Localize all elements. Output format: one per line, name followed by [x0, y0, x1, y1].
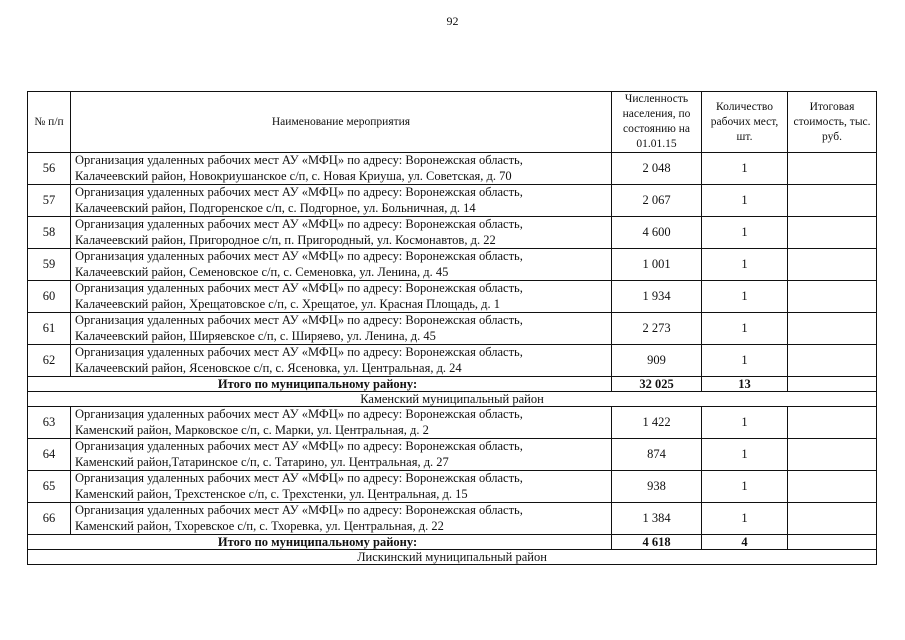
table-row: [28, 249, 877, 281]
row-name-line2: Калачеевский район, Пригородное с/п, п. Пригородный, ул. Космонавтов, д. 22: [75, 232, 496, 247]
row-name-line1: Организация удаленных рабочих мест АУ «МФЦ» по адресу: Воронежская область,: [75, 249, 523, 263]
row-name-line1: Организация удаленных рабочих мест АУ «МФЦ» по адресу: Воронежская область,: [75, 281, 523, 295]
row-name: [71, 407, 612, 439]
row-cost: [788, 345, 877, 377]
row-workplaces: 1: [702, 439, 788, 471]
header-cost: Итоговая стоимость, тыс. руб.: [788, 92, 877, 153]
row-name-line2: Калачеевский район, Подгоренское с/п, с. Подгорное, ул. Больничная, д. 14: [75, 200, 476, 215]
row-name-line1: Организация удаленных рабочих мест АУ «МФЦ» по адресу: Воронежская область,: [75, 217, 523, 231]
total-row: [28, 535, 877, 550]
table-row: [28, 503, 877, 535]
row-population: 2 048: [612, 153, 702, 185]
header-population: Численность населения, по состоянию на 01.01.15: [612, 92, 702, 153]
row-cost: [788, 281, 877, 313]
row-population: 938: [612, 471, 702, 503]
row-name: [71, 345, 612, 377]
header-name: Наименование мероприятия: [71, 92, 612, 153]
table-row: [28, 471, 877, 503]
page-number: 92: [446, 14, 459, 28]
row-name-line2: Каменский район, Марковское с/п, с. Марки, ул. Центральная, д. 2: [75, 422, 429, 437]
district-heading: Каменский муниципальный район: [28, 392, 877, 407]
total-population: 32 025: [612, 377, 702, 392]
district-heading: Лискинский муниципальный район: [28, 550, 877, 565]
total-cost: [788, 535, 877, 550]
row-name-line2: Калачеевский район, Новокриушанское с/п, с. Новая Криуша, ул. Советская, д. 70: [75, 168, 512, 183]
row-population: 1 001: [612, 249, 702, 281]
row-workplaces: 1: [702, 153, 788, 185]
table-row: [28, 439, 877, 471]
row-population: 2 067: [612, 185, 702, 217]
row-number: 60: [28, 281, 71, 313]
row-population: 1 384: [612, 503, 702, 535]
row-name-line2: Калачеевский район, Семеновское с/п, с. Семеновка, ул. Ленина, д. 45: [75, 264, 449, 279]
row-name-line1: Организация удаленных рабочих мест АУ «МФЦ» по адресу: Воронежская область,: [75, 345, 523, 359]
row-population: 909: [612, 345, 702, 377]
table-row: [28, 153, 877, 185]
row-number: 63: [28, 407, 71, 439]
row-name-line1: Организация удаленных рабочих мест АУ «МФЦ» по адресу: Воронежская область,: [75, 471, 523, 485]
row-name-line1: Организация удаленных рабочих мест АУ «МФЦ» по адресу: Воронежская область,: [75, 185, 523, 199]
row-number: 57: [28, 185, 71, 217]
row-number: 65: [28, 471, 71, 503]
row-name-line2: Калачеевский район, Ясеновское с/п, с. Ясеновка, ул. Центральная, д. 24: [75, 360, 462, 375]
row-cost: [788, 503, 877, 535]
total-population: 4 618: [612, 535, 702, 550]
row-name: [71, 217, 612, 249]
header-num: № п/п: [28, 92, 71, 153]
row-name: [71, 439, 612, 471]
row-workplaces: 1: [702, 407, 788, 439]
table-header-row: [28, 92, 877, 153]
table-row: [28, 185, 877, 217]
total-label: Итого по муниципальному району:: [28, 535, 612, 550]
row-name: [71, 503, 612, 535]
row-population: 1 934: [612, 281, 702, 313]
row-workplaces: 1: [702, 249, 788, 281]
table-row: [28, 407, 877, 439]
row-workplaces: 1: [702, 281, 788, 313]
row-cost: [788, 313, 877, 345]
measures-table: [27, 91, 877, 565]
row-name-line1: Организация удаленных рабочих мест АУ «МФЦ» по адресу: Воронежская область,: [75, 407, 523, 421]
row-name-line1: Организация удаленных рабочих мест АУ «МФЦ» по адресу: Воронежская область,: [75, 503, 523, 517]
total-workplaces: 13: [702, 377, 788, 392]
total-workplaces: 4: [702, 535, 788, 550]
row-workplaces: 1: [702, 471, 788, 503]
table-row: [28, 217, 877, 249]
row-name-line1: Организация удаленных рабочих мест АУ «МФЦ» по адресу: Воронежская область,: [75, 439, 523, 453]
row-name: [71, 471, 612, 503]
row-name-line2: Калачеевский район, Хрещатовское с/п, с. Хрещатое, ул. Красная Площадь, д. 1: [75, 296, 501, 311]
row-cost: [788, 217, 877, 249]
row-population: 2 273: [612, 313, 702, 345]
table-row: [28, 313, 877, 345]
row-cost: [788, 439, 877, 471]
row-cost: [788, 407, 877, 439]
total-cost: [788, 377, 877, 392]
row-number: 59: [28, 249, 71, 281]
district-row: [28, 392, 877, 407]
row-name: [71, 185, 612, 217]
district-row: [28, 550, 877, 565]
row-cost: [788, 249, 877, 281]
row-name-line1: Организация удаленных рабочих мест АУ «МФЦ» по адресу: Воронежская область,: [75, 153, 523, 167]
row-workplaces: 1: [702, 185, 788, 217]
row-name: [71, 313, 612, 345]
total-label: Итого по муниципальному району:: [28, 377, 612, 392]
table-row: [28, 345, 877, 377]
row-name-line1: Организация удаленных рабочих мест АУ «МФЦ» по адресу: Воронежская область,: [75, 313, 523, 327]
row-cost: [788, 185, 877, 217]
row-cost: [788, 153, 877, 185]
row-number: 62: [28, 345, 71, 377]
row-name-line2: Калачеевский район, Ширяевское с/п, с. Ширяево, ул. Ленина, д. 45: [75, 328, 436, 343]
header-workplaces: Количество рабочих мест, шт.: [702, 92, 788, 153]
row-name: [71, 153, 612, 185]
table-row: [28, 281, 877, 313]
row-cost: [788, 471, 877, 503]
row-name: [71, 249, 612, 281]
row-name: [71, 281, 612, 313]
row-workplaces: 1: [702, 503, 788, 535]
row-workplaces: 1: [702, 345, 788, 377]
row-number: 66: [28, 503, 71, 535]
row-population: 4 600: [612, 217, 702, 249]
row-name-line2: Каменский район, Трехстенское с/п, с. Трехстенки, ул. Центральная, д. 15: [75, 486, 468, 501]
row-number: 61: [28, 313, 71, 345]
row-workplaces: 1: [702, 313, 788, 345]
row-number: 64: [28, 439, 71, 471]
row-population: 874: [612, 439, 702, 471]
row-workplaces: 1: [702, 217, 788, 249]
total-row: [28, 377, 877, 392]
row-name-line2: Каменский район, Тхоревское с/п, с. Тхоревка, ул. Центральная, д. 22: [75, 518, 444, 533]
row-number: 56: [28, 153, 71, 185]
row-population: 1 422: [612, 407, 702, 439]
row-number: 58: [28, 217, 71, 249]
row-name-line2: Каменский район,Татаринское с/п, с. Татарино, ул. Центральная, д. 27: [75, 454, 449, 469]
